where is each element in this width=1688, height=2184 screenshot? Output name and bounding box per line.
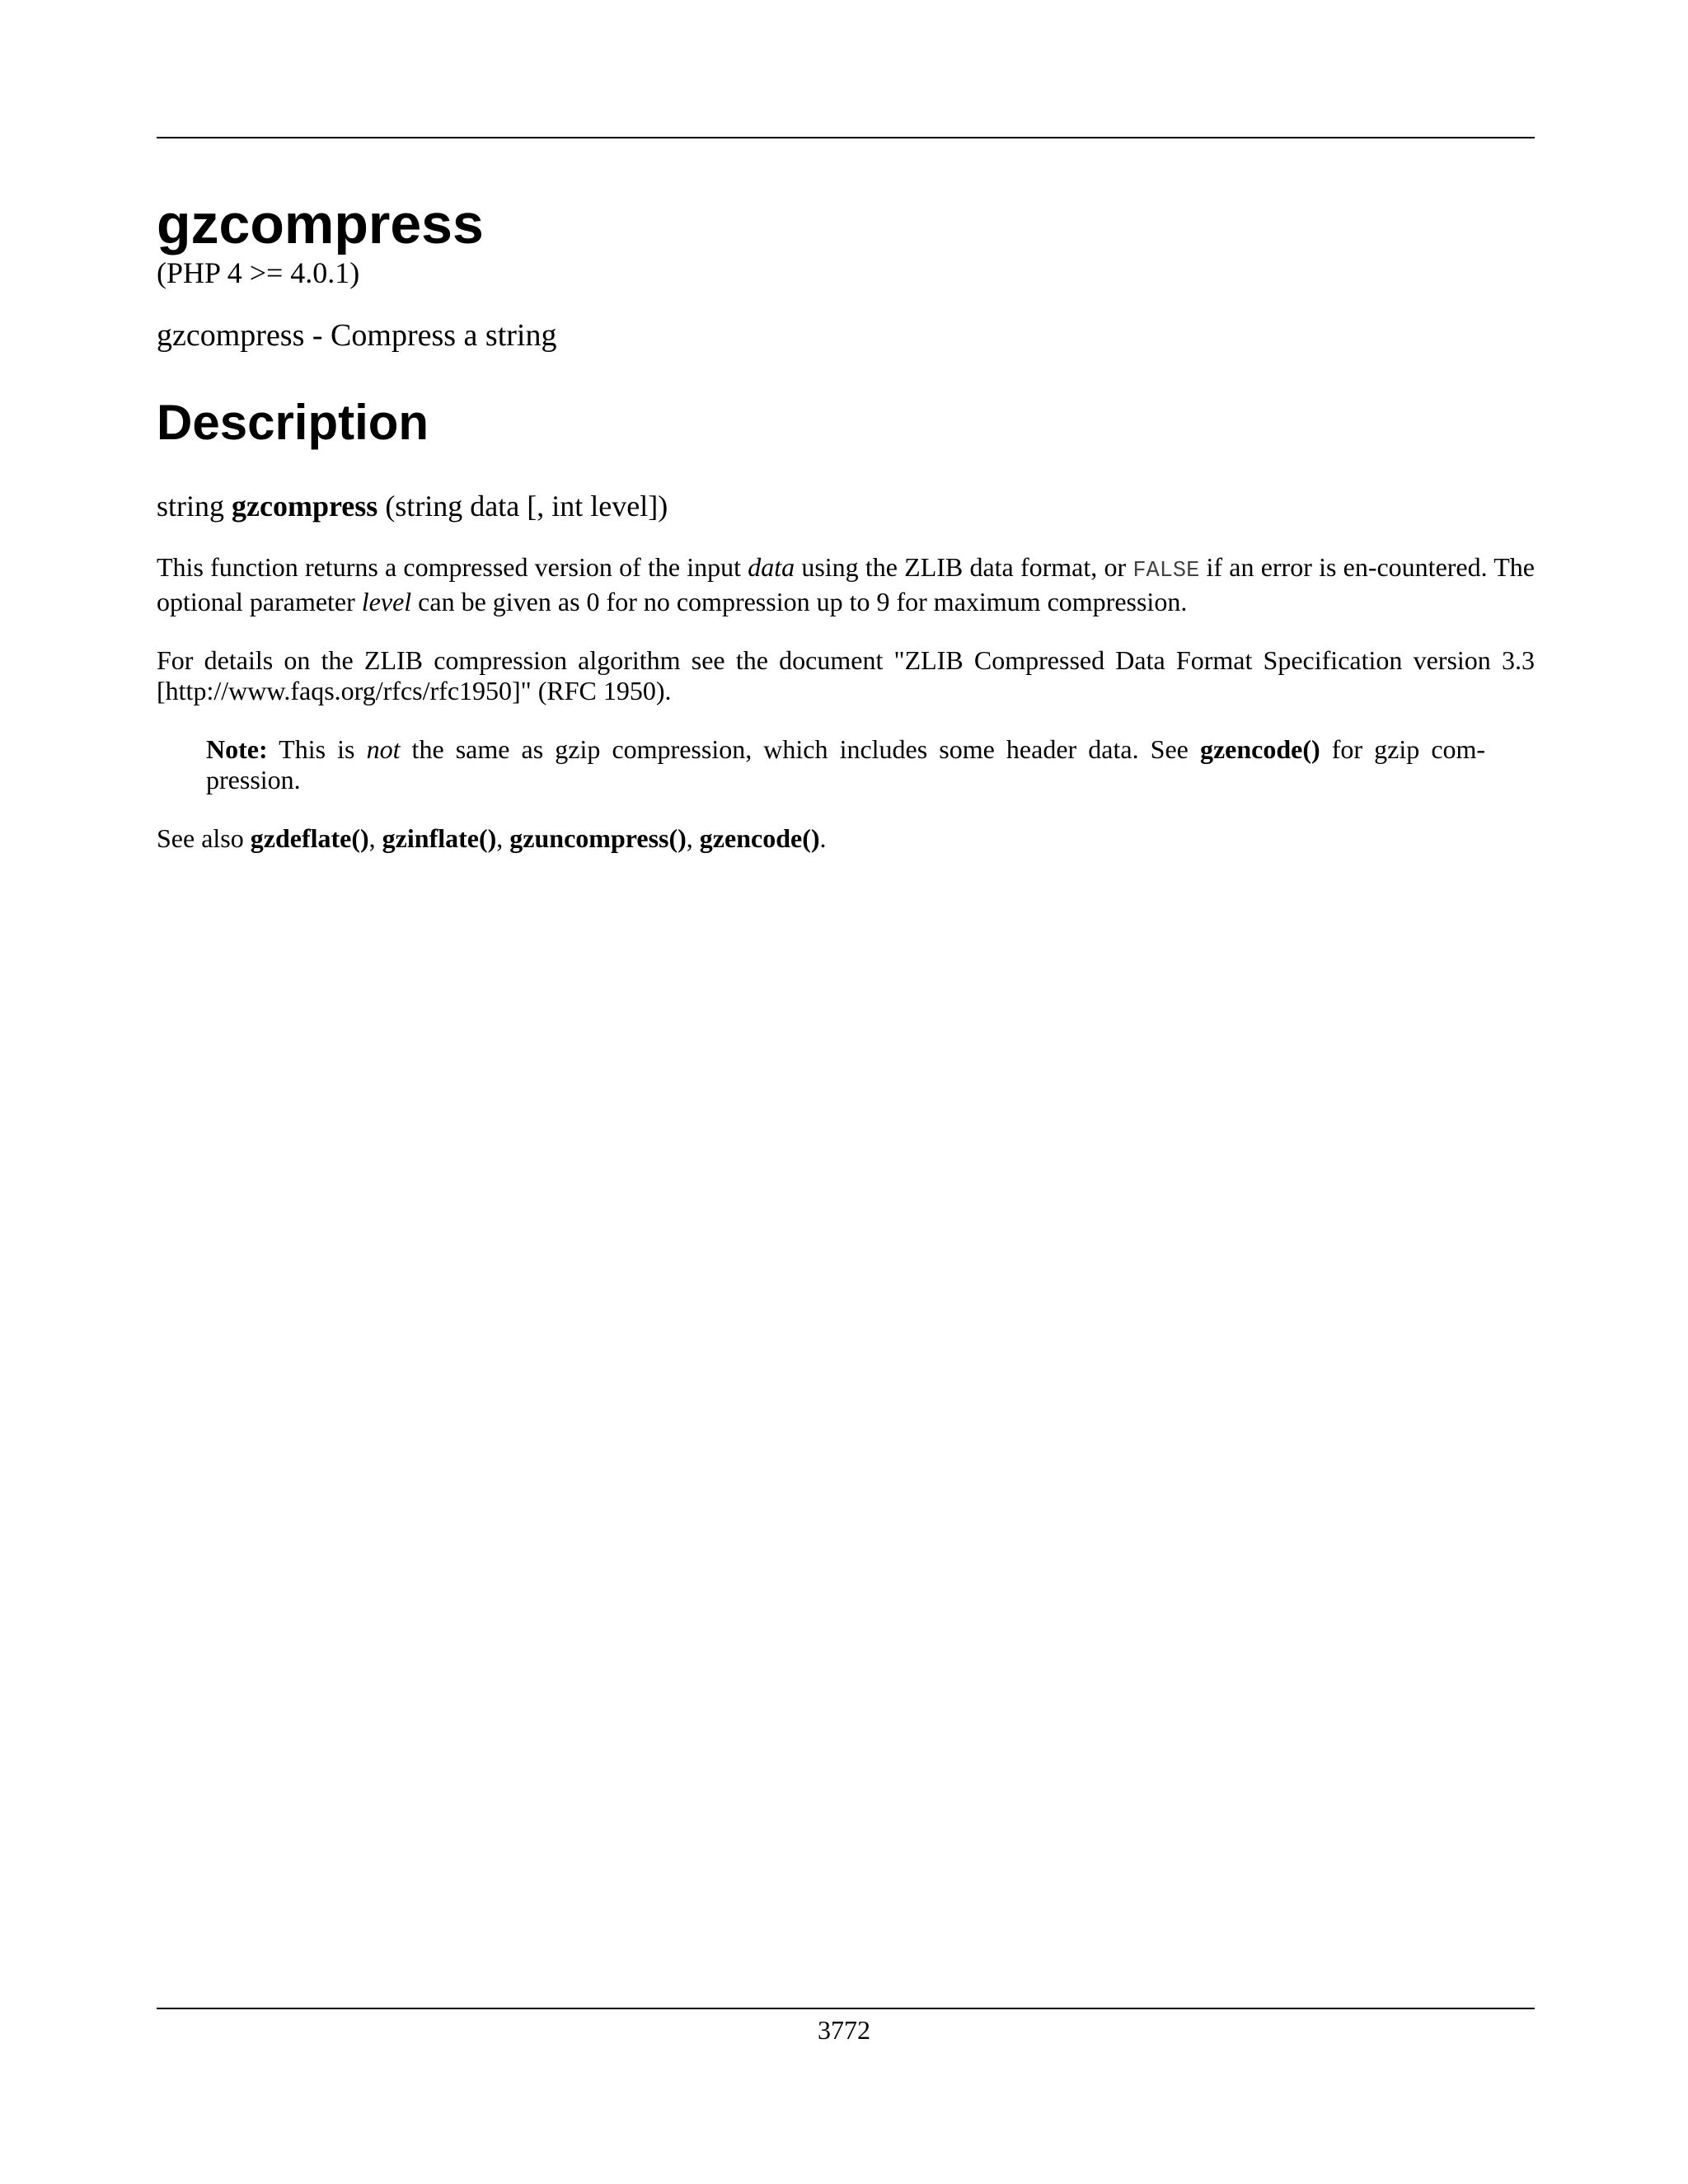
synopsis-function-name: gzcompress: [232, 489, 378, 523]
function-synopsis: [157, 489, 1535, 524]
header-rule: [157, 137, 1535, 138]
see-also-separator: ,: [686, 823, 693, 853]
param-level: level: [361, 586, 412, 616]
see-also-link-gzencode[interactable]: gzencode(): [699, 823, 820, 853]
note-text-3: for gzip com-pression.: [206, 733, 1486, 794]
para1-text-2: using the ZLIB data format, or: [801, 551, 1127, 582]
para1-text-4: can be given as 0 for no compression up to 9 for maximum compression.: [418, 586, 1188, 616]
para1-text-3: if an error is en-countered. The optional parameter: [157, 551, 1535, 616]
section-heading-description: Description: [157, 394, 429, 450]
note-block: [206, 734, 1485, 795]
function-purpose: gzcompress - Compress a string: [157, 318, 557, 354]
synopsis-return-type: string: [157, 489, 225, 523]
footer-rule: [157, 2008, 1535, 2009]
page-number: 3772: [818, 2015, 870, 2045]
see-also-link-gzdeflate[interactable]: gzdeflate(): [250, 823, 369, 853]
see-also-separator: ,: [368, 823, 376, 853]
page-title: gzcompress: [157, 193, 484, 255]
note-label: Note:: [206, 733, 268, 764]
note-text-1: This is: [279, 733, 355, 764]
see-also-end: .: [819, 823, 827, 853]
description-paragraph: [157, 552, 1535, 617]
zlib-details-paragraph: For details on the ZLIB compression algorithm see the document "ZLIB Compressed Data Format Specification version 3.3 [http://www.faqs.org/rfcs/rfc1950]" (RFC 1950).: [157, 644, 1535, 705]
note-text-2: the same as gzip compression, which includes some header data. See: [411, 733, 1189, 764]
para1-text-1: This function returns a compressed version of the input: [157, 551, 742, 582]
page-content: [157, 181, 1535, 854]
param-data: data: [748, 551, 795, 582]
see-also-link-gzuncompress[interactable]: gzuncompress(): [509, 823, 687, 853]
version-info: (PHP 4 >= 4.0.1): [157, 256, 360, 289]
see-also-separator: ,: [496, 823, 504, 853]
see-also-link-gzinflate[interactable]: gzinflate(): [382, 823, 497, 853]
see-also-prefix: See also: [157, 823, 244, 853]
note-emphasis: not: [366, 733, 401, 764]
see-also-paragraph: [157, 823, 1535, 854]
note-function-ref[interactable]: gzencode(): [1199, 733, 1320, 764]
false-literal: FALSE: [1132, 558, 1200, 583]
synopsis-params: (string data [, int level]): [385, 489, 668, 523]
